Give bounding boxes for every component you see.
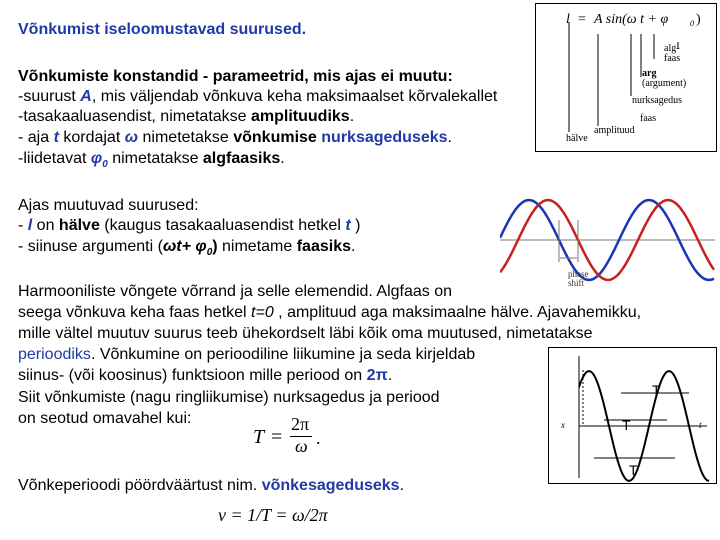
phase-shift-plot — [500, 180, 715, 305]
period-label-1: T — [652, 382, 661, 398]
period-label-3: T — [629, 462, 638, 478]
period-label-2: T — [622, 417, 631, 433]
frequency-formula: ν = 1/T = ω/2π — [218, 505, 328, 525]
period-t-label: t — [699, 420, 702, 430]
harmonic-line-7: on seotud omavahel kui: — [18, 410, 192, 427]
harmonic-line-3: mille vältel muutuv suurus teeb ühekordselt läbi kõik oma muutused, nimetatakse — [18, 325, 593, 342]
period-diagram — [548, 347, 717, 484]
harmonic-line-4: perioodiks. Võnkumine on perioodiline liikumine ja seda kirjeldab — [18, 346, 476, 363]
eq-equals: = — [578, 12, 586, 27]
harmonic-line-2: seega võnkuva keha faas hetkel t=0 , amplituud aga maksimaalne hälve. Ajavahemikku, — [18, 304, 642, 321]
frequency-line: Võnkeperioodi pöördväärtust nim. võnkesageduseks. — [18, 477, 405, 494]
label-faas: faas — [640, 113, 657, 124]
label-amplituud: amplituud — [594, 125, 635, 136]
eq-rhs: A sin(ω t + φ — [594, 12, 669, 27]
harmonic-line-5: siinus- (või koosinus) funktsioon mille periood on 2π. — [18, 367, 393, 384]
variables-line-3: - siinuse argumenti $(\omega t+ \varphi_0)$ nimetame faasiks. — [18, 238, 356, 259]
constants-line-3: -tasakaaluasendist, nimetatakse amplituudiks. — [18, 108, 355, 125]
constants-line-5: -liidetavat $\varphi_0$ nimetatakse algfaasiks. — [18, 150, 285, 171]
label-algfaas: alg- faas — [664, 43, 681, 64]
constants-line-2: -suurust A, mis väljendab võnkuva keha maksimaalset kõrvalekallet — [18, 88, 498, 105]
constants-line-4: - aja t kordajat ω nimetetakse võnkumise nurksageduseks. — [18, 129, 452, 146]
constants-heading: Võnkumiste konstandid - parameetrid, mis ajas ei muutu: — [18, 68, 453, 85]
period-formula: T = 2π ω . — [253, 414, 321, 456]
eq-sub: 0 — [690, 19, 694, 28]
variables-line-2: - l on hälve (kaugus tasakaaluasendist hetkel t ) — [18, 217, 361, 234]
harmonic-line-1: Harmooniliste võngete võrrand ja selle elemendid. Algfaas on — [18, 283, 453, 300]
variables-heading: Ajas muutuvad suurused: — [18, 197, 199, 214]
eq-close: ) — [696, 12, 701, 27]
period-x-label: x — [561, 420, 565, 430]
label-halve: hälve — [566, 133, 588, 144]
label-argument: (argument) — [642, 78, 687, 89]
harmonic-line-6: Siit võnkumiste (nagu ringliikumise) nurksagedus ja periood — [18, 389, 440, 406]
label-arg: arg — [642, 68, 657, 79]
phase-shift-label: phase shift — [568, 269, 589, 288]
page-title: Võnkumist iseloomustavad suurused. — [18, 21, 307, 38]
phase-shift-svg — [500, 180, 715, 305]
eq-l: l — [566, 12, 570, 27]
equation-diagram — [535, 3, 717, 152]
label-nurksagedus: nurksagedus — [632, 95, 682, 106]
